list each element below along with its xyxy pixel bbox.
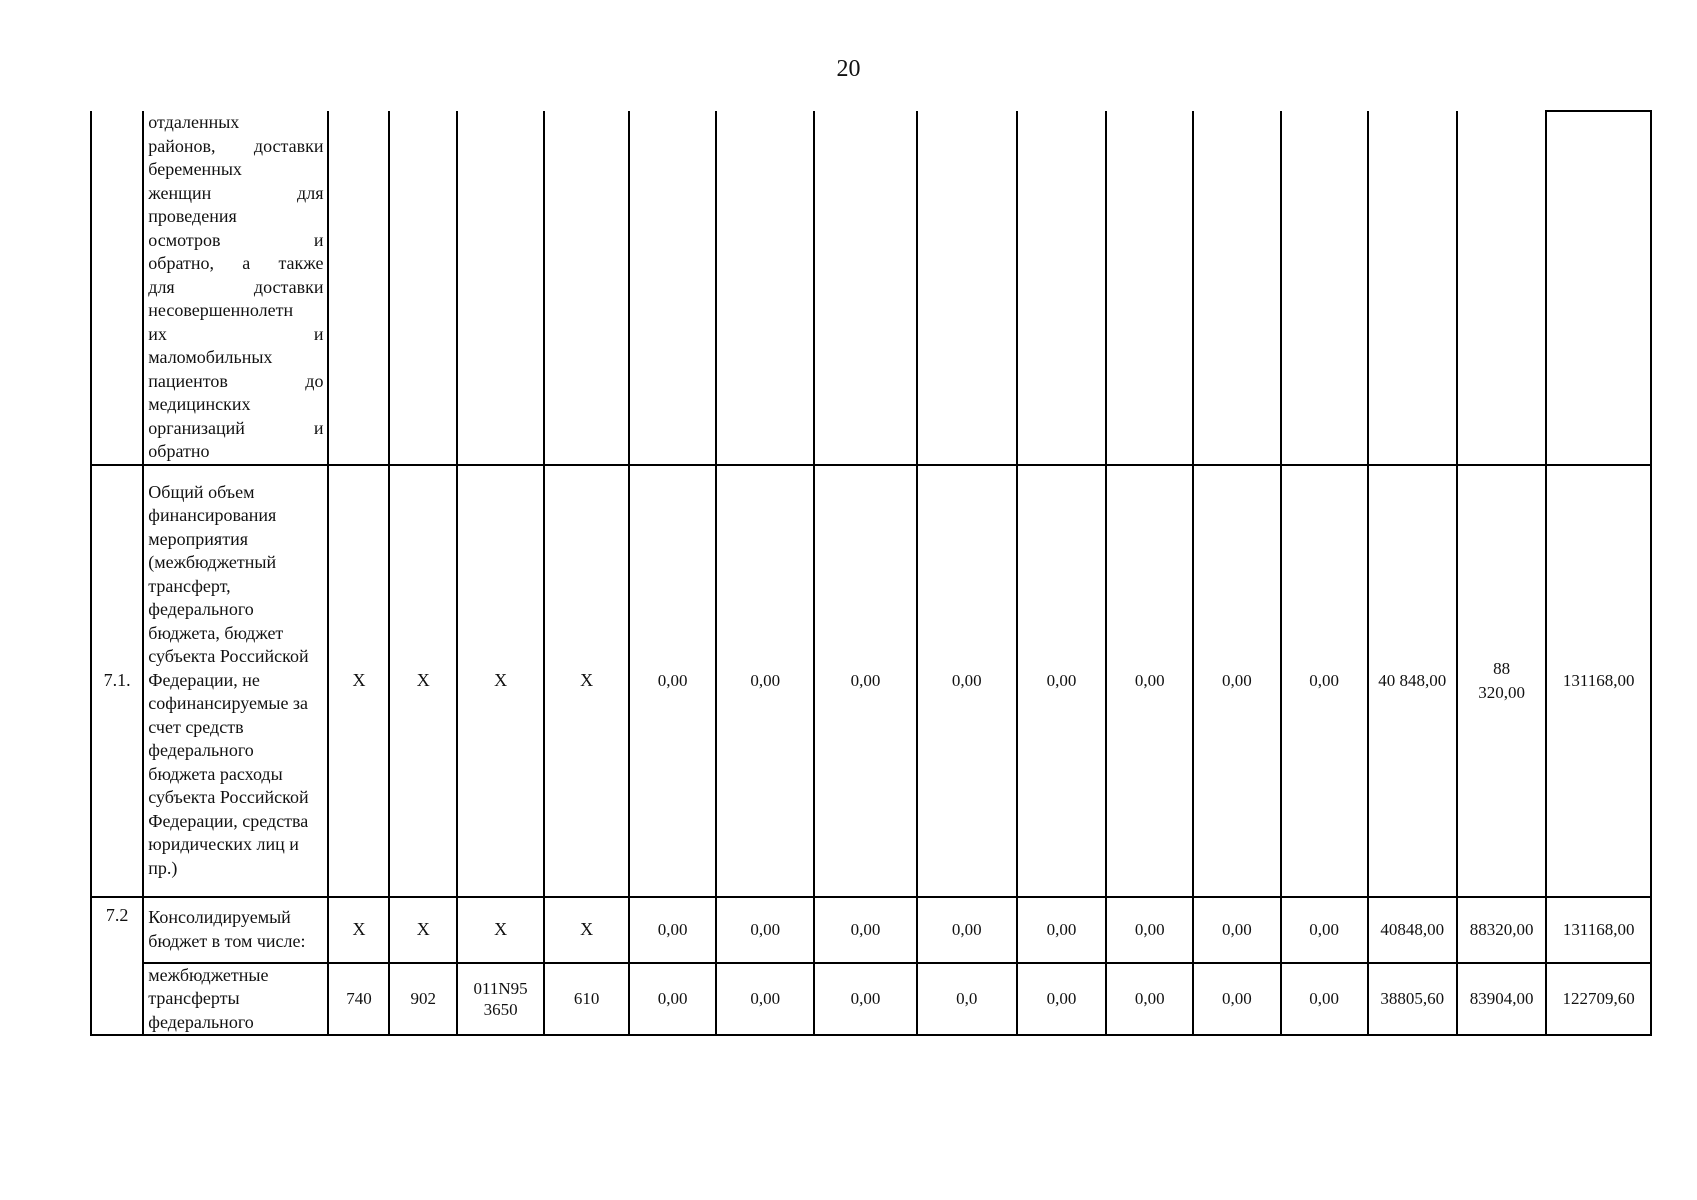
description-line: пациентов до [148,370,324,391]
description-line: проведения [148,206,237,226]
description-line: обратно [148,441,210,461]
table-cell [814,111,916,465]
table-cell: 131168,00 [1546,465,1651,897]
table-cell [1017,111,1106,465]
table-cell: 0,00 [814,963,916,1036]
table-cell: 131168,00 [1546,897,1651,963]
table-cell: 0,00 [1281,465,1368,897]
table-cell: 0,00 [1193,897,1280,963]
table-cell: 0,00 [629,897,716,963]
table-cell: 0,00 [716,897,814,963]
table-cell: 0,00 [917,465,1017,897]
description-line: маломобильных [148,347,273,367]
table-cell [1106,111,1193,465]
table-cell: 0,00 [716,465,814,897]
table-cell: 0,00 [629,465,716,897]
table-cell: 88 320,00 [1457,465,1546,897]
row-description [143,111,328,465]
row-number: 7.2 [91,897,143,1036]
table-cell: 0,00 [629,963,716,1036]
table-cell: 0,00 [1017,465,1106,897]
table-cell: 0,00 [1017,897,1106,963]
table-cell: X [328,465,389,897]
table-cell [544,111,629,465]
table-cell: 0,00 [1017,963,1106,1036]
table-cell: 88320,00 [1457,897,1546,963]
table-cell: 740 [328,963,389,1036]
table-cell: 011N95 3650 [457,963,544,1036]
table-cell [629,111,716,465]
description-line: районов, доставки [148,135,324,156]
table-cell: 0,00 [1281,963,1368,1036]
description-line: медицинских [148,394,251,414]
description-line: несовершеннолетн [148,300,294,320]
table-cell [1457,111,1546,465]
table-cell: X [457,897,544,963]
row-description: межбюджетные трансферты федерального [143,963,328,1036]
table-cell [1281,111,1368,465]
table-cell: 38805,60 [1368,963,1457,1036]
description-line: их и [148,323,324,344]
table-cell: 0,00 [1193,465,1280,897]
table-cell: 40848,00 [1368,897,1457,963]
page-number: 20 [836,56,861,82]
table-cell [917,111,1017,465]
table-cell [457,111,544,465]
budget-table [90,110,1652,1036]
table-cell: 0,00 [917,897,1017,963]
table-cell: 610 [544,963,629,1036]
table-cell: X [328,897,389,963]
table-cell [1368,111,1457,465]
table-cell: 0,00 [716,963,814,1036]
table-cell: 0,00 [1106,897,1193,963]
table-cell: 0,00 [1281,897,1368,963]
table-cell: 0,0 [917,963,1017,1036]
table-cell: 0,00 [1106,465,1193,897]
row-description: Консолидируемый бюджет в том числе: [143,897,328,963]
table-cell: 0,00 [1106,963,1193,1036]
row-number [91,111,143,465]
description-line: женщин для [148,182,324,203]
table-row [91,111,1651,465]
table-row [91,963,1651,1036]
table-cell [716,111,814,465]
table-cell: 0,00 [1193,963,1280,1036]
description-line: беременных [148,159,242,179]
table-cell: X [389,897,457,963]
table-cell: 902 [389,963,457,1036]
table-cell: 40 848,00 [1368,465,1457,897]
table-cell [1546,111,1651,465]
description-line: отдаленных [148,112,240,132]
table-cell [389,111,457,465]
table-cell: 0,00 [814,897,916,963]
table-cell: X [457,465,544,897]
table-row [91,897,1651,963]
table-cell: 122709,60 [1546,963,1651,1036]
table-cell: 0,00 [814,465,916,897]
table-cell: X [389,465,457,897]
description-line: для доставки [148,276,324,297]
table-cell [1193,111,1280,465]
table-cell: X [544,897,629,963]
table-cell [328,111,389,465]
row-description: Общий объем финансирования мероприятия (межбюджетный трансферт, федерального бюджета, бюджет субъекта Российской Федерации, не софинансируемые за счет средств федерального бюджета расходы субъекта Российской Федерации, средства юридических лиц и пр.) [143,465,328,897]
row-number: 7.1. [91,465,143,897]
description-line: осмотров и [148,229,324,250]
table-cell: X [544,465,629,897]
description-line: организаций и [148,417,324,438]
table-cell: 83904,00 [1457,963,1546,1036]
description-line: обратно, а также [148,253,324,273]
table-row [91,465,1651,897]
